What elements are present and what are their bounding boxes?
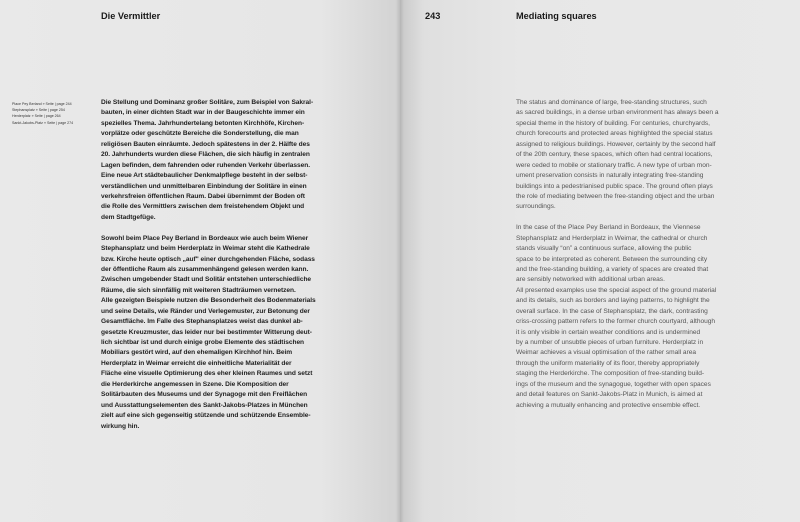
text-line: Die Stellung und Dominanz großer Solitäre, zum Beispiel von Sakral-	[101, 99, 314, 106]
text-line: Solitärbauten des Museums und der Synagoge mit den Freiflächen	[101, 391, 308, 399]
running-head-left: Die Vermittler	[101, 11, 161, 21]
text-line: and detail features on Sankt-Jakobs-Platz in Munich, is aimed at	[516, 391, 703, 399]
text-line: by a number of unsubtle pieces of urban furniture. Herderplatz in	[516, 339, 704, 347]
text-line: stands visually “on” a continuous surface, allowing the public	[516, 245, 692, 253]
text-line: bauten, in einer dichten Stadt war in der Baugeschichte immer ein	[101, 109, 305, 117]
text-line: 20. Jahrhunderts wurden diese Flächen, die sich häufig in zentralen	[101, 151, 310, 159]
text-line: religiösen Bauten einräumte. Jedoch spätestens in der 2. Hälfte des	[101, 140, 310, 148]
text-line: buildings into a pedestrianised public space. The ground often plays	[516, 182, 713, 190]
text-line: The status and dominance of large, free-standing structures, such	[516, 99, 707, 106]
text-line: Herderplatz in Weimar erreicht die einheitliche Materialität der	[101, 359, 292, 367]
text-line: wirkung hin.	[101, 422, 140, 430]
text-line: die Rolle des Vermittlers zwischen dem freistehendem Objekt und	[101, 203, 305, 211]
text-line: Eine neue Art städtebaulicher Denkmalpflege besteht in der selbst-	[101, 172, 308, 180]
text-line: are sensibly networked with additional urban areas.	[516, 276, 665, 284]
text-line: were ceded to mobile or stationary traffic. A new type of urban mon-	[516, 161, 712, 169]
book-gutter	[396, 0, 404, 522]
text-line: Gesamtfläche. Im Falle des Stephansplatzes weist das dunkel ab-	[101, 318, 303, 326]
german-body-text	[101, 98, 316, 432]
text-line: vorplätze oder geschützte Bereiche die Sonderstellung, die man	[101, 130, 299, 138]
text-line: criss-crossing pattern refers to the former church courtyard, although	[516, 318, 716, 326]
text-line: In the case of the Place Pey Berland in Bordeaux, the Viennese	[516, 224, 701, 232]
paragraph	[516, 223, 718, 411]
text-line: All presented examples use the special aspect of the ground material	[516, 286, 717, 294]
text-line: space to be interpreted as coherent. Between the surrounding city	[516, 255, 708, 263]
page-number: 243	[425, 11, 441, 21]
text-line: bzw. Kirche heute optisch „auf" einer durchgehenden Fläche, sodass	[101, 255, 315, 263]
text-line: ument preservation consists in naturally integrating free-standing	[516, 172, 704, 180]
text-line: of the 20th century, these spaces, which often had central locations,	[516, 151, 713, 159]
text-line: der öffentliche Raum als zusammenhängend gelesen werden kann.	[101, 265, 309, 273]
text-line: Stephansplatz and Herderplatz in Weimar, the cathedral or church	[516, 234, 708, 242]
text-line: Weimar achieves a visual optimisation of the rather small area	[516, 349, 697, 357]
text-line: special theme in the history of building. For centuries, churchyards,	[516, 119, 710, 127]
side-references	[12, 101, 102, 126]
text-line: as sacred buildings, in a dense urban environment has always been a	[516, 109, 719, 117]
text-line: verständlichen und unmittelbaren Einbindung der Solitäre in einen	[101, 182, 307, 190]
text-line: dem Stadtgefüge.	[101, 213, 156, 221]
text-line: Lagen befinden, dem fahrenden oder ruhenden Verkehr überlassen.	[101, 161, 310, 169]
text-line: verkehrsfreien öffentlichen Raum. Dabei übernimmt der Boden oft	[101, 192, 305, 200]
text-line: it is only visible in certain weather conditions and is undermined	[516, 328, 701, 336]
paragraph	[101, 234, 316, 432]
text-line: lich sichtbar ist und durch einige grobe Elemente des städtischen	[101, 339, 305, 347]
running-head-right: Mediating squares	[516, 11, 597, 21]
text-line: und seine Details, wie Ränder und Verlegemuster, zur Betonung der	[101, 307, 310, 315]
text-line: and the free-standing building, a variety of spaces are created that	[516, 265, 709, 273]
text-line: the role of mediating between the free-standing object and the urban	[516, 192, 715, 200]
text-line: ings of the museum and the synagogue, together with open spaces	[516, 380, 711, 388]
text-line: die Herderkirche angemessen in Szene. Die Komposition der	[101, 380, 289, 388]
paragraph	[516, 98, 718, 213]
text-line: surroundings.	[516, 203, 556, 211]
text-line: Sowohl beim Place Pey Berland in Bordeaux wie auch beim Wiener	[101, 234, 309, 242]
text-line: achieving a mutually enhancing and protective ensemble effect.	[516, 401, 701, 409]
english-body-text	[516, 98, 718, 411]
text-line: through the uniform materiality of its floor, thereby appropriately	[516, 359, 700, 367]
text-line: Fläche eine visuelle Optimierung des eher kleinen Raumes und setzt	[101, 370, 313, 378]
paragraph	[101, 98, 316, 223]
text-line: Zwischen umgebender Stadt und Solitär entstehen unterschiedliche	[101, 276, 312, 284]
text-line: overall surface. In the case of Stephansplatz, the dark, contrasting	[516, 307, 708, 315]
text-line: and its details, such as borders and laying patterns, to highlight the	[516, 297, 710, 305]
side-reference: Place Pey Berland » Seite | page 244	[12, 102, 72, 106]
text-line: Räume, die sich sinnfällig mit weiteren Stadträumen vernetzen.	[101, 286, 296, 294]
side-reference: Sankt-Jakobs-Platz » Seite | page 274	[12, 120, 74, 125]
text-line: Alle gezeigten Beispiele nutzen die Besonderheit des Bodenmaterials	[101, 297, 316, 305]
text-line: spezielles Thema. Jahrhundertelang betonten Kirchhöfe, Kirchen-	[101, 119, 305, 127]
text-line: church forecourts and protected areas highlighted the special status	[516, 130, 713, 138]
text-line: zielt auf eine sich gegenseitig stützende und schützende Ensemble-	[101, 412, 311, 420]
text-line: staging the Herderkirche. The composition of free-standing build-	[516, 370, 705, 378]
side-reference: Herderplatz » Seite | page 264	[12, 114, 61, 119]
text-line: Stephansplatz und beim Herderplatz in Weimar steht die Kathedrale	[101, 245, 310, 253]
text-line: assigned to religious buildings. However, certainly by the second half	[516, 140, 716, 148]
text-line: Mobiliars gestört wird, auf den ehemaligen Kirchhof hin. Beim	[101, 349, 293, 357]
text-line: und Ausstattungselementen des Sankt-Jakobs-Platzes in München	[101, 401, 308, 409]
side-reference: Stephansplatz » Seite | page 254	[12, 108, 65, 113]
text-line: gesetzte Kreuzmuster, das leider nur bei bestimmter Witterung deut-	[101, 328, 312, 336]
